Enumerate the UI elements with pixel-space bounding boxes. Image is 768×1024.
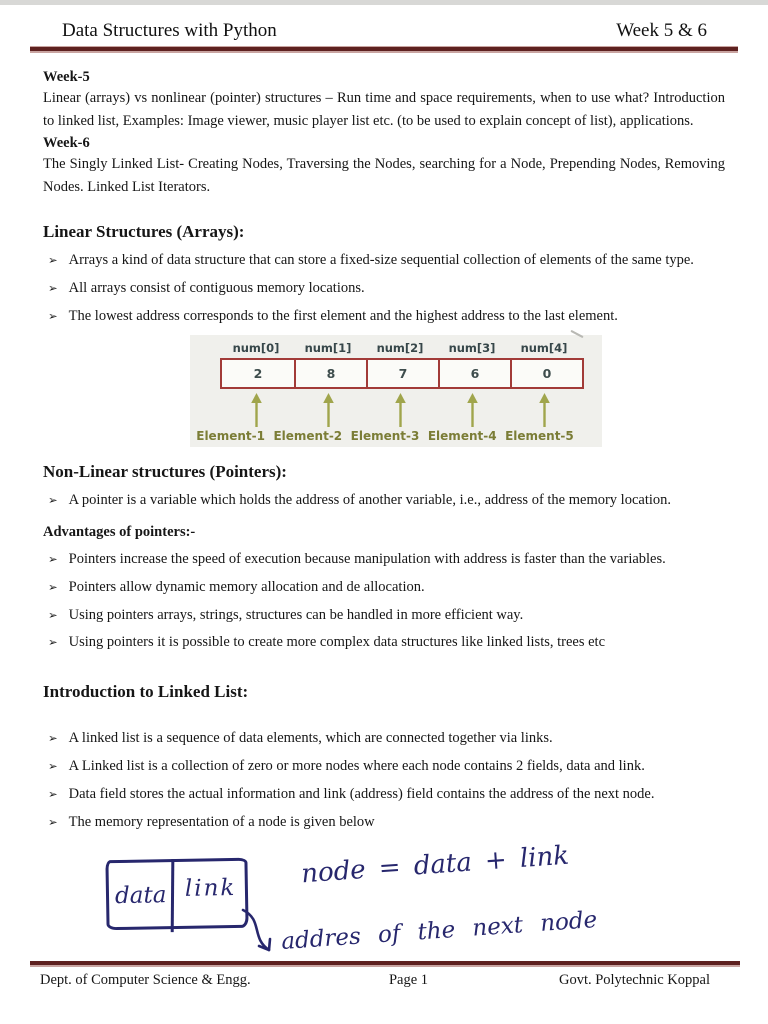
node-box-divider	[171, 859, 175, 932]
list-item	[43, 251, 725, 270]
list-item-text: Pointers increase the speed of execution because manipulation with address is faster than the variables.	[68, 550, 666, 567]
advantages-heading: Advantages of pointers:-	[43, 523, 196, 540]
arrow-bullet-icon: ➢	[48, 635, 58, 650]
array-diagram	[190, 335, 602, 447]
element-label: Element-2	[273, 428, 343, 443]
arrow-bullet-icon: ➢	[48, 759, 58, 774]
arrow-bullet-icon: ➢	[48, 551, 58, 566]
list-item-text: A Linked list is a collection of zero or more nodes where each node contains 2 fields, data and link.	[68, 758, 645, 775]
element-label: Element-3	[350, 428, 420, 443]
footer-page-number: Page 1	[388, 972, 429, 988]
document-body	[0, 69, 768, 996]
element-label: Element-5	[505, 428, 574, 443]
array-index-label: num[3]	[448, 340, 496, 355]
nonlinear-structures-heading: Non-Linear structures (Pointers):	[43, 461, 287, 481]
arrow-bullet-icon: ➢	[48, 309, 58, 324]
array-element-labels	[192, 429, 578, 443]
list-item	[43, 813, 725, 832]
page-header	[0, 5, 768, 42]
week5-text: Linear (arrays) vs nonlinear (pointer) structures – Run time and space requirements, when to use what? Introduction to linked list, Examples: Image viewer, music player list etc. (to be used to explain concept of list), applications.	[43, 90, 725, 129]
element-label: Element-4	[427, 428, 497, 443]
arrow-bullet-icon: ➢	[48, 607, 58, 622]
array-index-label: num[4]	[520, 340, 568, 355]
list-item-text: The memory representation of a node is given below	[68, 813, 375, 830]
arrow-bullet-icon: ➢	[48, 786, 58, 801]
list-item	[43, 491, 725, 510]
scan-artifact	[570, 330, 583, 338]
footer-institution: Govt. Polytechnic Koppal	[558, 972, 710, 988]
node-equation: node = data + link	[300, 840, 571, 889]
node-link-field: link	[184, 874, 237, 902]
node-data-field: data	[114, 881, 167, 909]
list-item-text: Arrays a kind of data structure that can store a fixed-size sequential collection of elements of the same type.	[68, 252, 694, 269]
list-item	[43, 606, 725, 625]
array-cells	[220, 358, 584, 389]
page-footer	[40, 972, 710, 989]
list-item-text: Using pointers it is possible to create more complex data structures like linked lists, trees etc	[68, 634, 606, 651]
document-title: Data Structures with Python	[62, 20, 277, 41]
arrow-bullet-icon: ➢	[48, 253, 58, 268]
footer-department: Dept. of Computer Science & Engg.	[40, 972, 251, 988]
linked-list-list	[43, 729, 725, 831]
list-item-text: Using pointers arrays, strings, structures can be handled in more efficient way.	[68, 606, 524, 623]
list-item-text: All arrays consist of contiguous memory locations.	[68, 280, 365, 297]
array-cell: 0	[510, 360, 582, 387]
arrow-bullet-icon: ➢	[48, 814, 58, 829]
array-cell: 6	[438, 360, 510, 387]
array-cell: 2	[253, 365, 263, 381]
array-index-labels	[220, 341, 602, 355]
list-item-text: Pointers allow dynamic memory allocation and de allocation.	[68, 578, 425, 595]
list-item-text: A pointer is a variable which holds the address of another variable, i.e., address of the memory location.	[68, 491, 672, 508]
array-pointer-arrows	[220, 393, 602, 428]
week5-heading: Week-5	[43, 69, 90, 85]
up-arrow-icon	[364, 393, 436, 428]
array-cell: 7	[366, 360, 438, 387]
up-arrow-icon	[292, 393, 364, 428]
element-label: Element-1	[196, 428, 265, 443]
list-item	[43, 279, 725, 298]
list-item	[43, 633, 725, 652]
header-divider-rule	[30, 46, 738, 53]
nonlinear-structures-list	[43, 491, 725, 510]
list-item	[43, 578, 725, 597]
list-item-text: A linked list is a sequence of data elements, which are connected together via links.	[68, 730, 553, 747]
linear-structures-heading: Linear Structures (Arrays):	[43, 222, 245, 242]
linear-structures-list	[43, 251, 725, 326]
footer-divider-rule	[30, 961, 740, 967]
linked-list-heading: Introduction to Linked List:	[43, 682, 249, 702]
arrow-bullet-icon: ➢	[48, 492, 58, 507]
array-index-label: num[2]	[376, 340, 424, 355]
list-item	[43, 757, 725, 776]
arrow-bullet-icon: ➢	[48, 579, 58, 594]
week6-heading: Week-6	[43, 135, 90, 152]
up-arrow-icon	[436, 393, 508, 428]
list-item	[43, 729, 725, 748]
list-item-text: Data field stores the actual information and link (address) field contains the address of the next node.	[68, 785, 655, 802]
list-item	[43, 307, 725, 326]
array-index-label: num[1]	[304, 340, 352, 355]
next-node-annotation: addres of the next node	[280, 906, 599, 955]
up-arrow-icon	[508, 393, 580, 428]
week-label: Week 5 & 6	[616, 20, 707, 41]
arrow-bullet-icon: ➢	[48, 731, 58, 746]
list-item-text: The lowest address corresponds to the first element and the highest address to the last element.	[68, 308, 618, 325]
array-index-label: num[0]	[232, 340, 280, 355]
week6-text: The Singly Linked List- Creating Nodes, Traversing the Nodes, searching for a Node, Prepending Nodes, Removing Nodes. Linked List Iterators.	[43, 156, 725, 195]
list-item	[43, 785, 725, 804]
arrow-bullet-icon: ➢	[48, 281, 58, 296]
up-arrow-icon	[220, 393, 292, 428]
list-item	[43, 550, 725, 569]
array-cell: 8	[294, 360, 366, 387]
node-box	[105, 857, 248, 929]
advantages-list	[43, 550, 725, 652]
